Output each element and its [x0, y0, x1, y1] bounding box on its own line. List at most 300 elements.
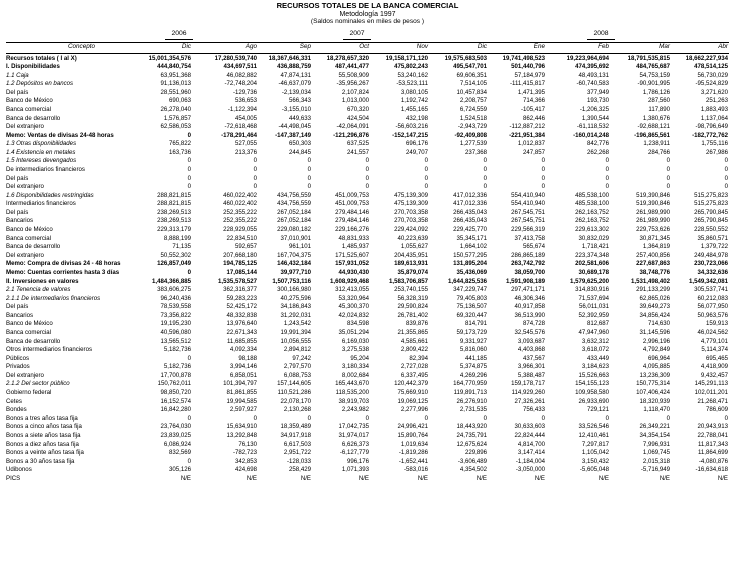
- table-cell: 475,139,309: [394, 191, 428, 199]
- table-cell: 3,080,105: [400, 88, 428, 96]
- table-cell: 1,455,165: [400, 105, 428, 113]
- table-cell: 50,552,302: [160, 251, 191, 259]
- table-cell: 17,280,539,740: [214, 54, 257, 62]
- table-cell: 1,071,393: [341, 466, 369, 474]
- table-cell: 262,268: [586, 148, 609, 156]
- table-cell: 19,741,498,523: [502, 54, 545, 62]
- table-cell: 3,966,301: [517, 363, 545, 371]
- table-cell: 26,276,910: [456, 397, 487, 405]
- table-cell: 0: [541, 414, 545, 422]
- table-cell: 34,354,154: [639, 431, 670, 439]
- table-cell: -583,016: [403, 466, 428, 474]
- table-row: [0, 97, 735, 106]
- table-cell: 383,606,275: [157, 286, 191, 294]
- table-cell: 118,535,200: [335, 389, 369, 397]
- table-cell: 71,135: [172, 243, 191, 251]
- row-label: Banca de desarrollo: [6, 114, 61, 122]
- row-label: Banco de México: [6, 97, 53, 105]
- table-cell: 165,443,670: [335, 380, 369, 388]
- table-cell: 0: [187, 457, 191, 465]
- table-cell: 48,493,131: [578, 71, 609, 79]
- row-label: 2.1.2 Del sector público: [6, 380, 70, 388]
- table-cell: 0: [365, 174, 369, 182]
- table-cell: 54,753,159: [639, 71, 670, 79]
- row-label: De intermediarios financieros: [6, 166, 85, 174]
- row-label: Banca comercial: [6, 329, 52, 336]
- table-cell: 0: [666, 183, 670, 191]
- table-cell: 5,374,875: [459, 363, 487, 371]
- table-cell: -3,606,489: [457, 457, 487, 465]
- table-cell: 862,446: [522, 114, 545, 122]
- table-cell: -16,634,618: [695, 466, 728, 474]
- table-cell: 0: [541, 174, 545, 182]
- table-cell: 167,704,375: [277, 251, 311, 259]
- table-cell: -4,080,876: [698, 457, 728, 465]
- table-row: [0, 260, 735, 269]
- table-cell: 24,735,791: [456, 431, 487, 439]
- row-label: Recursos totales ( I al X): [6, 54, 77, 62]
- table-row: [0, 406, 735, 415]
- table-cell: 2,107,824: [341, 88, 369, 96]
- year-header-2007: 2007: [327, 31, 387, 38]
- table-cell: N/E: [717, 474, 728, 482]
- table-cell: 5,182,736: [163, 346, 191, 354]
- row-label: Banca comercial: [6, 234, 52, 242]
- table-cell: 75,136,507: [456, 303, 487, 311]
- table-cell: 515,275,823: [694, 191, 728, 199]
- table-row: [0, 475, 735, 484]
- table-cell: 154,155,123: [575, 380, 609, 388]
- table-row: [0, 175, 735, 184]
- table-cell: 0: [187, 157, 191, 165]
- table-cell: 23,764,030: [160, 423, 191, 431]
- table-cell: 0: [187, 166, 191, 174]
- table-cell: 241,557: [346, 148, 369, 156]
- table-row: [0, 192, 735, 201]
- table-cell: 696,964: [647, 354, 670, 362]
- table-cell: 1,137,064: [700, 114, 728, 122]
- table-cell: 13,236,309: [639, 371, 670, 379]
- table-cell: 1,192,742: [400, 97, 428, 105]
- table-cell: 47,947,960: [578, 329, 609, 336]
- table-cell: 1,583,706,857: [389, 277, 428, 285]
- table-cell: 157,144,605: [277, 380, 311, 388]
- table-cell: -1,184,004: [515, 457, 545, 465]
- row-label: Del extranjero: [6, 123, 44, 131]
- table-row: [0, 123, 735, 132]
- table-cell: 9,331,927: [459, 337, 487, 345]
- row-label: Del país: [6, 174, 29, 182]
- table-cell: 267,052,184: [277, 217, 311, 225]
- table-cell: 270,703,358: [394, 217, 428, 225]
- table-cell: 1,379,722: [700, 243, 728, 251]
- table-cell: 0: [253, 166, 257, 174]
- table-cell: 31,292,031: [280, 311, 311, 319]
- row-label: Banco de México: [6, 320, 53, 328]
- row-label: Del extranjero: [6, 183, 44, 191]
- table-cell: 18,359,489: [280, 423, 311, 431]
- table-cell: 377,949: [586, 88, 609, 96]
- table-cell: 82,394: [409, 354, 428, 362]
- table-cell: 4,403,868: [517, 346, 545, 354]
- table-cell: 26,349,221: [639, 423, 670, 431]
- table-cell: 228,929,055: [223, 226, 257, 234]
- table-cell: 0: [724, 183, 728, 191]
- row-label: Del país: [6, 208, 29, 216]
- table-cell: 3,184,623: [581, 363, 609, 371]
- table-cell: 3,147,414: [517, 449, 545, 457]
- table-cell: -56,603,216: [395, 123, 428, 131]
- column-header: Nov: [416, 43, 428, 50]
- table-cell: 2,243,982: [341, 406, 369, 414]
- table-cell: 650,303: [288, 140, 311, 148]
- table-cell: 56,077,950: [697, 303, 728, 311]
- table-cell: -1,122,394: [227, 105, 257, 113]
- table-cell: 19,158,171,120: [385, 54, 428, 62]
- column-header: Dic: [181, 43, 191, 50]
- table-cell: 37,010,901: [280, 234, 311, 242]
- table-cell: 7,996,931: [642, 440, 670, 448]
- table-cell: 4,418,909: [700, 363, 728, 371]
- table-cell: 1,364,819: [642, 243, 670, 251]
- table-cell: 262,163,752: [575, 217, 609, 225]
- row-label: Udibonos: [6, 466, 32, 474]
- table-cell: 288,821,815: [157, 191, 191, 199]
- table-cell: -5,605,048: [579, 466, 609, 474]
- row-label: Gobierno federal: [6, 389, 52, 397]
- table-cell: 193,730: [586, 97, 609, 105]
- table-row: [0, 303, 735, 312]
- table-cell: 0: [187, 414, 191, 422]
- data-table: [0, 55, 735, 484]
- table-cell: 120,442,379: [394, 380, 428, 388]
- row-label: Intermediarios financieros: [6, 200, 76, 208]
- table-cell: 227,687,863: [636, 260, 670, 268]
- table-cell: 485,538,100: [575, 191, 609, 199]
- table-cell: 257,400,856: [636, 251, 670, 259]
- table-cell: -105,417: [520, 105, 545, 113]
- table-cell: 1,055,627: [400, 243, 428, 251]
- table-row: [0, 389, 735, 398]
- table-cell: 30,871,345: [639, 234, 670, 242]
- table-cell: 251,263: [705, 97, 728, 105]
- table-cell: 16,842,280: [160, 406, 191, 414]
- row-label: Del país: [6, 88, 29, 96]
- table-cell: 8,002,684: [341, 371, 369, 379]
- table-row: [0, 243, 735, 252]
- table-row: [0, 355, 735, 364]
- table-cell: 40,917,858: [514, 303, 545, 311]
- table-row: [0, 441, 735, 450]
- table-row: [0, 55, 735, 64]
- table-cell: 18,443,920: [456, 423, 487, 431]
- table-cell: 0: [253, 183, 257, 191]
- row-label: 1.5 Intereses devengados: [6, 157, 77, 165]
- table-cell: 1,105,042: [581, 449, 609, 457]
- table-cell: 424,698: [234, 466, 257, 474]
- table-cell: 670,320: [346, 105, 369, 113]
- table-cell: 229,753,626: [636, 226, 670, 234]
- table-cell: 117,890: [648, 105, 670, 113]
- table-cell: 59,283,223: [226, 294, 257, 302]
- table-row: [0, 72, 735, 81]
- year-header-2008: 2008: [571, 31, 631, 38]
- table-cell: 101,394,797: [223, 380, 257, 388]
- table-cell: 0: [253, 174, 257, 182]
- table-cell: 434,756,559: [277, 200, 311, 208]
- table-cell: 475,802,243: [394, 63, 428, 71]
- table-cell: 146,432,184: [277, 260, 311, 268]
- table-cell: 288,821,815: [157, 200, 191, 208]
- table-cell: 554,410,940: [511, 191, 545, 199]
- table-cell: 52,392,959: [578, 311, 609, 319]
- table-cell: 0: [483, 414, 487, 422]
- table-cell: 2,731,535: [459, 406, 487, 414]
- table-cell: 436,888,759: [277, 63, 311, 71]
- table-row: [0, 466, 735, 475]
- table-cell: 37,413,758: [514, 234, 545, 242]
- table-cell: 55,508,909: [338, 71, 369, 79]
- table-cell: 19,195,230: [160, 320, 191, 328]
- table-cell: 35,345,171: [456, 234, 487, 242]
- table-cell: 286,865,189: [511, 251, 545, 259]
- table-cell: 18,662,227,934: [685, 54, 728, 62]
- row-label: Del extranjero: [6, 371, 44, 379]
- table-cell: 484,765,687: [636, 63, 670, 71]
- table-cell: 1,013,000: [341, 97, 369, 105]
- table-cell: 0: [541, 157, 545, 165]
- table-cell: -178,291,464: [221, 131, 257, 139]
- table-cell: 0: [187, 354, 191, 362]
- table-cell: 460,022,402: [223, 200, 257, 208]
- table-cell: 119,891,713: [453, 389, 487, 397]
- table-cell: 56,011,031: [578, 303, 609, 311]
- column-header: Mar: [659, 43, 670, 50]
- table-cell: 0: [541, 166, 545, 174]
- table-cell: 1,507,753,116: [272, 277, 311, 285]
- table-cell: 12,675,624: [456, 440, 487, 448]
- table-cell: 237,368: [464, 148, 487, 156]
- table-cell: 812,687: [586, 320, 609, 328]
- table-cell: 131,895,204: [453, 260, 487, 268]
- table-cell: -46,637,079: [278, 80, 311, 88]
- table-cell: 267,986: [705, 148, 728, 156]
- table-cell: 437,567: [522, 354, 545, 362]
- row-label: Bancarios: [6, 217, 34, 225]
- table-cell: 159,913: [705, 320, 728, 328]
- table-cell: 765,822: [168, 140, 191, 148]
- table-cell: 433,449: [586, 354, 609, 362]
- table-cell: 13,565,512: [160, 337, 191, 345]
- table-cell: 46,024,562: [697, 329, 728, 336]
- table-cell: 270,703,358: [394, 208, 428, 216]
- table-cell: 36,513,990: [514, 311, 545, 319]
- table-cell: 110,521,286: [277, 389, 311, 397]
- table-cell: 29,590,824: [397, 303, 428, 311]
- table-cell: 17,042,735: [338, 423, 369, 431]
- table-cell: 2,015,318: [642, 457, 670, 465]
- table-cell: 0: [605, 183, 609, 191]
- table-cell: 35,860,571: [697, 234, 728, 242]
- table-cell: 9,432,457: [700, 371, 728, 379]
- table-cell: 261,989,990: [636, 217, 670, 225]
- table-cell: 34,917,918: [280, 431, 311, 439]
- table-cell: 57,184,979: [514, 71, 545, 79]
- table-cell: 7,297,817: [581, 440, 609, 448]
- table-cell: 98,188: [238, 354, 257, 362]
- table-cell: N/E: [534, 474, 545, 482]
- table-cell: 171,525,607: [335, 251, 369, 259]
- table-cell: 6,617,503: [283, 440, 311, 448]
- table-row: [0, 449, 735, 458]
- table-cell: 2,597,927: [229, 406, 257, 414]
- table-cell: 258,429: [288, 466, 311, 474]
- row-label: 1.3 Otras disponibilidades: [6, 140, 77, 148]
- row-label: Públicos: [6, 354, 30, 362]
- table-cell: 449,633: [288, 114, 311, 122]
- table-cell: -112,887,212: [509, 123, 545, 131]
- table-row: [0, 209, 735, 218]
- row-label: Banca de desarrollo: [6, 243, 61, 251]
- table-cell: 305,126: [168, 466, 191, 474]
- table-cell: 0: [724, 414, 728, 422]
- table-cell: 565,674: [522, 243, 545, 251]
- table-cell: N/E: [358, 474, 369, 482]
- table-subtitle: Metodología 1997: [339, 11, 396, 18]
- table-cell: 1,644,825,536: [448, 277, 487, 285]
- table-cell: 39,977,710: [280, 268, 311, 276]
- table-cell: 1,579,625,200: [570, 277, 609, 285]
- table-row: [0, 346, 735, 355]
- table-cell: 16,152,574: [160, 397, 191, 405]
- table-cell: 73,356,822: [160, 311, 191, 319]
- table-cell: 62,865,026: [639, 294, 670, 302]
- table-cell: 6,858,051: [229, 371, 257, 379]
- table-cell: 230,723,066: [694, 260, 728, 268]
- table-cell: -61,118,532: [576, 123, 609, 131]
- table-cell: 0: [307, 174, 311, 182]
- table-cell: 3,093,687: [517, 337, 545, 345]
- table-cell: N/E: [598, 474, 609, 482]
- table-cell: 342,853: [234, 457, 257, 465]
- table-cell: 204,435,951: [394, 251, 428, 259]
- table-cell: 62,586,053: [160, 123, 191, 131]
- table-cell: 637,525: [346, 140, 369, 148]
- table-cell: 1,118,470: [643, 406, 670, 414]
- table-cell: 279,484,146: [335, 217, 369, 225]
- table-cell: 441,185: [464, 354, 487, 362]
- table-cell: 47,874,131: [280, 71, 311, 79]
- table-cell: 34,856,424: [639, 311, 670, 319]
- table-cell: 284,766: [647, 148, 670, 156]
- table-cell: 1,535,578,527: [218, 277, 257, 285]
- table-cell: 6,626,373: [341, 440, 369, 448]
- table-cell: 305,537,741: [694, 286, 728, 294]
- table-cell: 52,425,172: [226, 303, 257, 311]
- table-cell: 35,879,074: [397, 268, 428, 276]
- table-cell: 1,531,498,402: [631, 277, 670, 285]
- year-header-2006: 2006: [149, 31, 209, 38]
- column-header: Abr: [718, 43, 728, 50]
- table-row: [0, 338, 735, 347]
- table-cell: -1,652,441: [398, 457, 428, 465]
- table-cell: 5,388,487: [517, 371, 545, 379]
- table-row: [0, 415, 735, 424]
- table-cell: 300,166,980: [277, 286, 311, 294]
- table-cell: 5,182,736: [163, 363, 191, 371]
- table-cell: 0: [605, 414, 609, 422]
- table-cell: 38,919,703: [338, 397, 369, 405]
- table-cell: 0: [724, 174, 728, 182]
- table-cell: 21,268,471: [697, 397, 728, 405]
- table-cell: 60,212,083: [697, 294, 728, 302]
- table-row: [0, 157, 735, 166]
- table-cell: 11,685,855: [226, 337, 257, 345]
- table-cell: 266,435,043: [453, 208, 487, 216]
- table-cell: 0: [365, 157, 369, 165]
- table-cell: -3,155,010: [281, 105, 311, 113]
- table-cell: 0: [187, 183, 191, 191]
- table-cell: 48,332,838: [226, 311, 257, 319]
- table-cell: 519,390,846: [636, 200, 670, 208]
- table-row: [0, 380, 735, 389]
- table-units: (Saldos nominales en miles de pesos ): [310, 18, 425, 25]
- table-cell: -44,498,045: [278, 123, 311, 131]
- table-cell: 1,471,395: [517, 88, 545, 96]
- table-cell: -152,147,215: [392, 131, 428, 139]
- table-cell: 18,367,646,331: [268, 54, 311, 62]
- table-cell: 5,816,060: [459, 346, 487, 354]
- table-cell: 696,176: [405, 140, 428, 148]
- table-cell: 312,413,055: [335, 286, 369, 294]
- table-cell: 2,951,722: [283, 449, 311, 457]
- table-cell: 40,275,596: [280, 294, 311, 302]
- table-cell: 27,326,261: [514, 397, 545, 405]
- table-row: [0, 226, 735, 235]
- table-cell: 0: [253, 414, 257, 422]
- row-label: Bancarios: [6, 311, 34, 319]
- table-cell: 1,549,342,081: [689, 277, 728, 285]
- table-cell: -782,723: [232, 449, 257, 457]
- table-cell: 2,277,996: [400, 406, 428, 414]
- table-cell: 0: [483, 174, 487, 182]
- table-cell: -1,206,325: [579, 105, 609, 113]
- table-row: [0, 295, 735, 304]
- table-cell: 126,857,049: [157, 260, 191, 268]
- table-cell: 1,576,857: [163, 114, 191, 122]
- table-row: [0, 252, 735, 261]
- table-cell: 267,545,751: [511, 217, 545, 225]
- table-cell: 229,080,182: [277, 226, 311, 234]
- table-cell: 50,963,576: [697, 311, 728, 319]
- table-cell: 13,976,640: [226, 320, 257, 328]
- table-cell: 150,762,011: [157, 380, 191, 388]
- table-row: [0, 432, 735, 441]
- table-cell: 22,824,444: [514, 431, 545, 439]
- row-label: 1.4 Existencia en metales: [6, 148, 76, 156]
- table-cell: -53,523,111: [396, 80, 428, 88]
- table-cell: 3,180,334: [341, 363, 369, 371]
- table-cell: 48,831,933: [338, 234, 369, 242]
- table-cell: 487,441,477: [335, 63, 369, 71]
- table-row: [0, 63, 735, 72]
- table-cell: 252,355,222: [223, 217, 257, 225]
- table-cell: 0: [724, 157, 728, 165]
- table-cell: 314,830,916: [575, 286, 609, 294]
- row-label: Memo: Cuentas corrientes hasta 3 días: [6, 268, 120, 276]
- table-row: [0, 278, 735, 287]
- table-row: [0, 235, 735, 244]
